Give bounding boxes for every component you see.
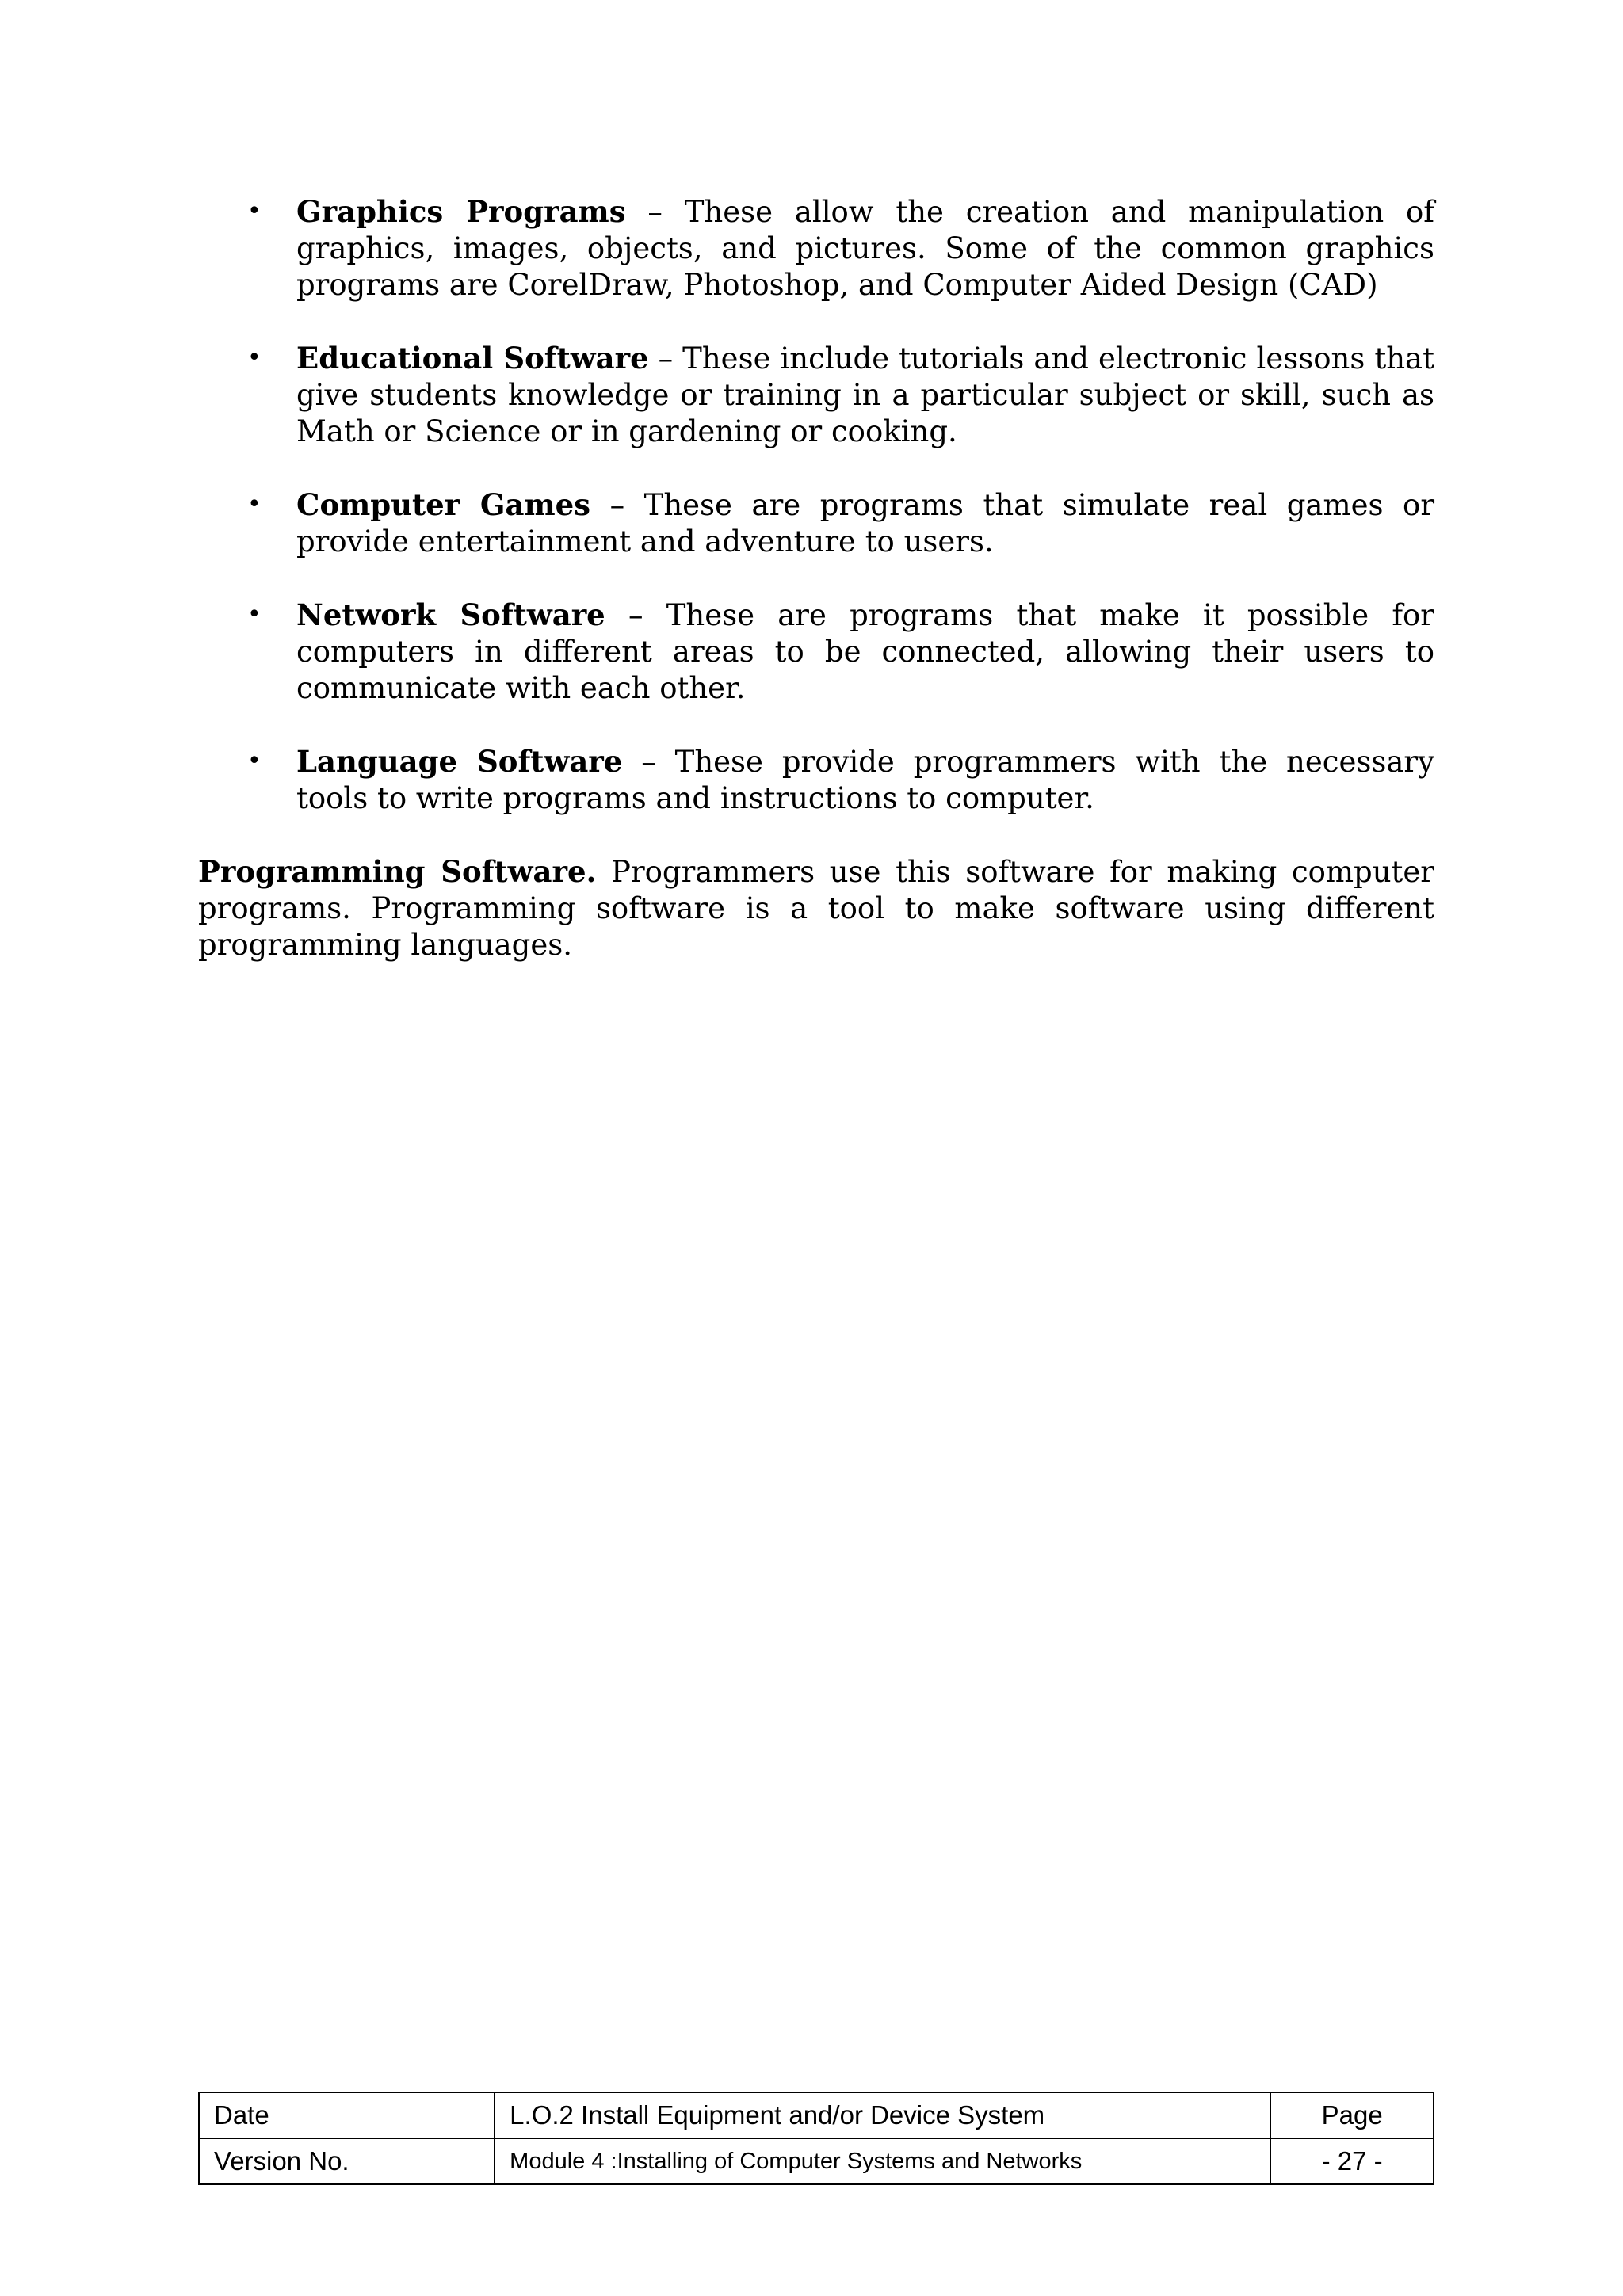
module-title: Module 4 :Installing of Computer Systems and Networks bbox=[495, 2138, 1270, 2184]
date-label: Date bbox=[199, 2092, 495, 2138]
item-term: Network Software bbox=[296, 597, 605, 632]
lo-title: L.O.2 Install Equipment and/or Device System bbox=[495, 2092, 1270, 2138]
software-types-list bbox=[198, 193, 1434, 817]
list-item bbox=[198, 340, 1434, 450]
item-term: Language Software bbox=[296, 744, 623, 779]
item-term: Educational Software bbox=[296, 341, 649, 376]
item-description: – These include tutorials and electronic lessons that give students knowledge or training in a particular subject or skill, such as Math or Science or in gardening or cooking. bbox=[296, 341, 1434, 448]
item-description: – These are programs that simulate real games or provide entertainment and adventure to users. bbox=[296, 488, 1435, 559]
list-item bbox=[198, 486, 1434, 560]
item-term: Graphics Programs bbox=[296, 194, 626, 229]
bullet-icon: • bbox=[247, 601, 262, 628]
footer-row bbox=[199, 2138, 1434, 2184]
page-label: Page bbox=[1270, 2092, 1434, 2138]
bullet-icon: • bbox=[247, 747, 262, 775]
programming-software-paragraph bbox=[198, 853, 1434, 963]
version-label: Version No. bbox=[199, 2138, 495, 2184]
item-description: – These allow the creation and manipulation of graphics, images, objects, and pictures. Some of the common graphics programs are CorelDraw, Photoshop, and Computer Aided Design (CAD) bbox=[296, 195, 1434, 302]
paragraph-text: Programmers use this software for making computer programs. Programming software is a tool to make software using different programming languages. bbox=[198, 855, 1434, 962]
list-item bbox=[198, 193, 1434, 303]
footer-row bbox=[199, 2092, 1434, 2138]
page-footer-table bbox=[198, 2092, 1434, 2185]
bullet-icon: • bbox=[247, 490, 262, 518]
bullet-icon: • bbox=[247, 344, 262, 372]
paragraph-term: Programming Software. bbox=[198, 854, 597, 889]
document-body bbox=[198, 193, 1434, 963]
bullet-icon: • bbox=[247, 197, 262, 225]
item-term: Computer Games bbox=[296, 487, 590, 522]
item-description: – These provide programmers with the necessary tools to write programs and instructions to computer. bbox=[296, 745, 1434, 815]
list-item bbox=[198, 743, 1434, 817]
page-number: - 27 - bbox=[1270, 2138, 1434, 2184]
item-description: – These are programs that make it possible for computers in different areas to be connected, allowing their users to communicate with each other. bbox=[296, 598, 1434, 705]
list-item bbox=[198, 597, 1434, 707]
